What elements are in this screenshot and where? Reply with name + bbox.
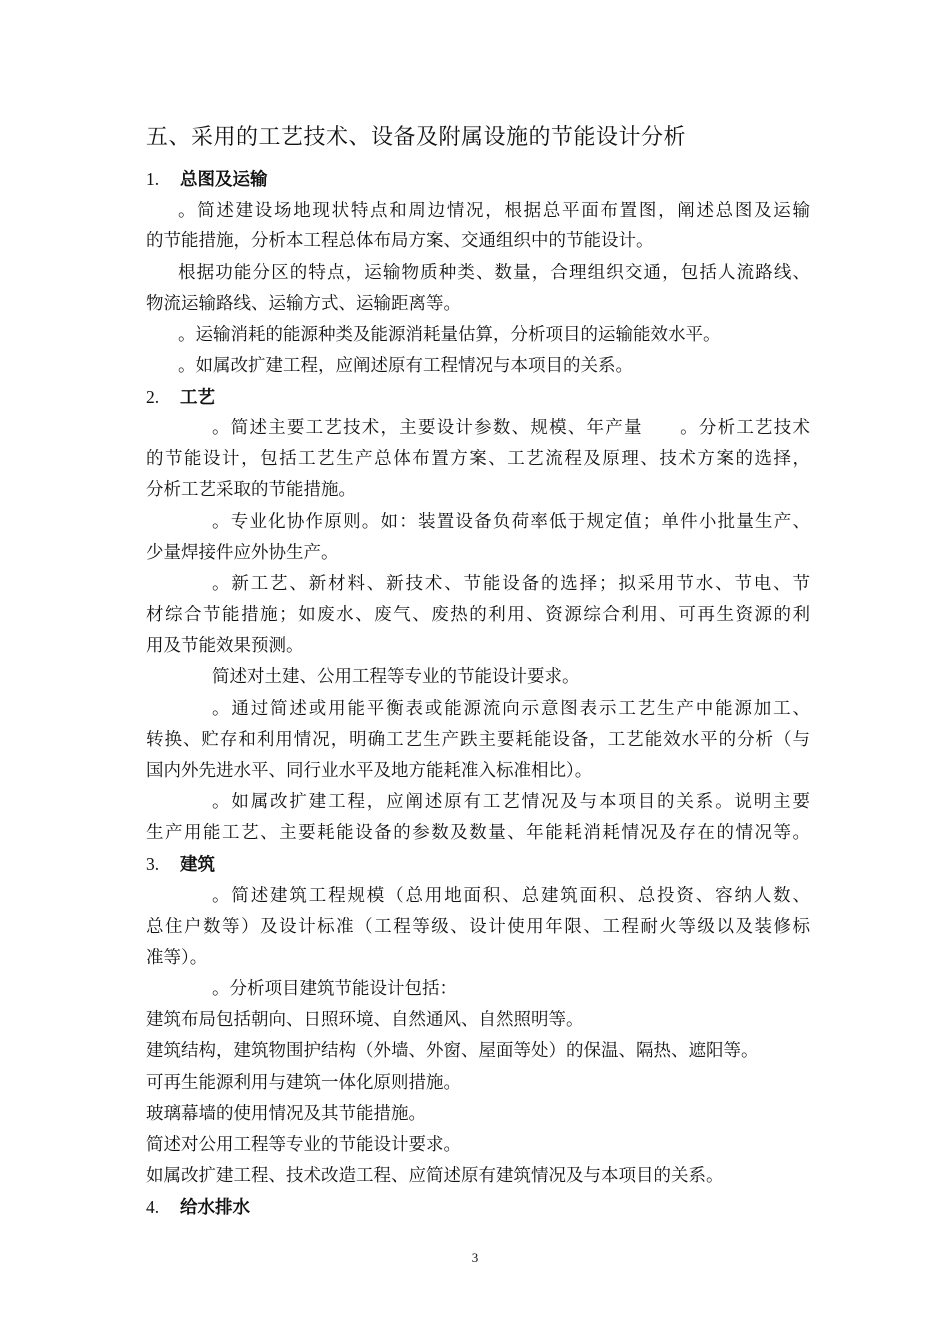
page-title: 五、采用的工艺技术、设备及附属设施的节能设计分析	[146, 125, 687, 150]
paragraph-line: 。运输消耗的能源种类及能源消耗量估算，分析项目的运输能效水平。	[178, 325, 721, 345]
section-label: 工艺	[180, 388, 215, 408]
paragraph-line: 。简述建设场地现状特点和周边情况，根据总平面布置图，阐述总图及运输	[178, 201, 810, 221]
paragraph-line: 材综合节能措施；如废水、废气、废热的利用、资源综合利用、可再生资源的利	[146, 605, 810, 625]
section-heading-1	[146, 164, 268, 195]
paragraph-line: 可再生能源利用与建筑一体化原则措施。	[146, 1073, 461, 1093]
paragraph-line: 物流运输路线、运输方式、运输距离等。	[146, 294, 461, 314]
paragraph-line: 建筑结构，建筑物围护结构（外墙、外窗、屋面等处）的保温、隔热、遮阳等。	[146, 1041, 759, 1061]
paragraph-line: 玻璃幕墙的使用情况及其节能措施。	[146, 1104, 426, 1124]
paragraph-line: 。新工艺、新材料、新技术、节能设备的选择；拟采用节水、节电、节	[212, 574, 810, 594]
paragraph-line: 国内外先进水平、同行业水平及地方能耗准入标准相比）。	[146, 761, 593, 781]
section-label: 建筑	[180, 855, 215, 875]
paragraph-line: 用及节能效果预测。	[146, 636, 304, 656]
paragraph-line: 如属改扩建工程、技术改造工程、应简述原有建筑情况及与本项目的关系。	[146, 1166, 724, 1186]
paragraph-line: 分析工艺采取的节能措施。	[146, 480, 356, 500]
paragraph-line: 。通过简述或用能平衡表或能源流向示意图表示工艺生产中能源加工、	[212, 699, 810, 719]
paragraph-line: 。专业化协作原则。如：装置设备负荷率低于规定值；单件小批量生产、	[212, 512, 810, 532]
section-label: 给水排水	[180, 1198, 250, 1218]
paragraph-line: 生产用能工艺、主要耗能设备的参数及数量、年能耗消耗情况及存在的情况等。	[146, 823, 810, 843]
section-heading-4	[146, 1192, 250, 1223]
paragraph-line: 。简述主要工艺技术，主要设计参数、规模、年产量 。分析工艺技术	[212, 418, 810, 438]
section-number: 2.	[146, 387, 160, 407]
paragraph-line: 。简述建筑工程规模（总用地面积、总建筑面积、总投资、容纳人数、	[212, 886, 810, 906]
section-number: 3.	[146, 854, 160, 874]
section-number: 4.	[146, 1197, 160, 1217]
paragraph-line: 转换、贮存和利用情况，明确工艺生产跌主要耗能设备，工艺能效水平的分析（与	[146, 730, 810, 750]
paragraph-line: 总住户数等）及设计标准（工程等级、设计使用年限、工程耐火等级以及装修标	[146, 917, 810, 937]
paragraph-line: 根据功能分区的特点，运输物质种类、数量，合理组织交通，包括人流路线、	[178, 263, 810, 283]
paragraph-line: 少量焊接件应外协生产。	[146, 543, 339, 563]
paragraph-line: 简述对土建、公用工程等专业的节能设计要求。	[212, 667, 580, 687]
section-heading-2	[146, 382, 215, 413]
section-heading-3	[146, 849, 215, 880]
paragraph-line: 的节能设计，包括工艺生产总体布置方案、工艺流程及原理、技术方案的选择，	[146, 449, 810, 469]
paragraph-line: 。如属改扩建工程，应阐述原有工艺情况及与本项目的关系。说明主要	[212, 792, 810, 812]
paragraph-line: 。如属改扩建工程，应阐述原有工程情况与本项目的关系。	[178, 356, 633, 376]
paragraph-line: 。分析项目建筑节能设计包括：	[212, 979, 457, 999]
page-number: 3	[471, 1250, 479, 1265]
paragraph-line: 简述对公用工程等专业的节能设计要求。	[146, 1135, 461, 1155]
section-label: 总图及运输	[180, 170, 268, 190]
paragraph-line: 的节能措施，分析本工程总体布局方案、交通组织中的节能设计。	[146, 231, 654, 251]
paragraph-line: 建筑布局包括朝向、日照环境、自然通风、自然照明等。	[146, 1010, 584, 1030]
paragraph-line: 准等）。	[146, 948, 208, 968]
section-number: 1.	[146, 169, 160, 189]
